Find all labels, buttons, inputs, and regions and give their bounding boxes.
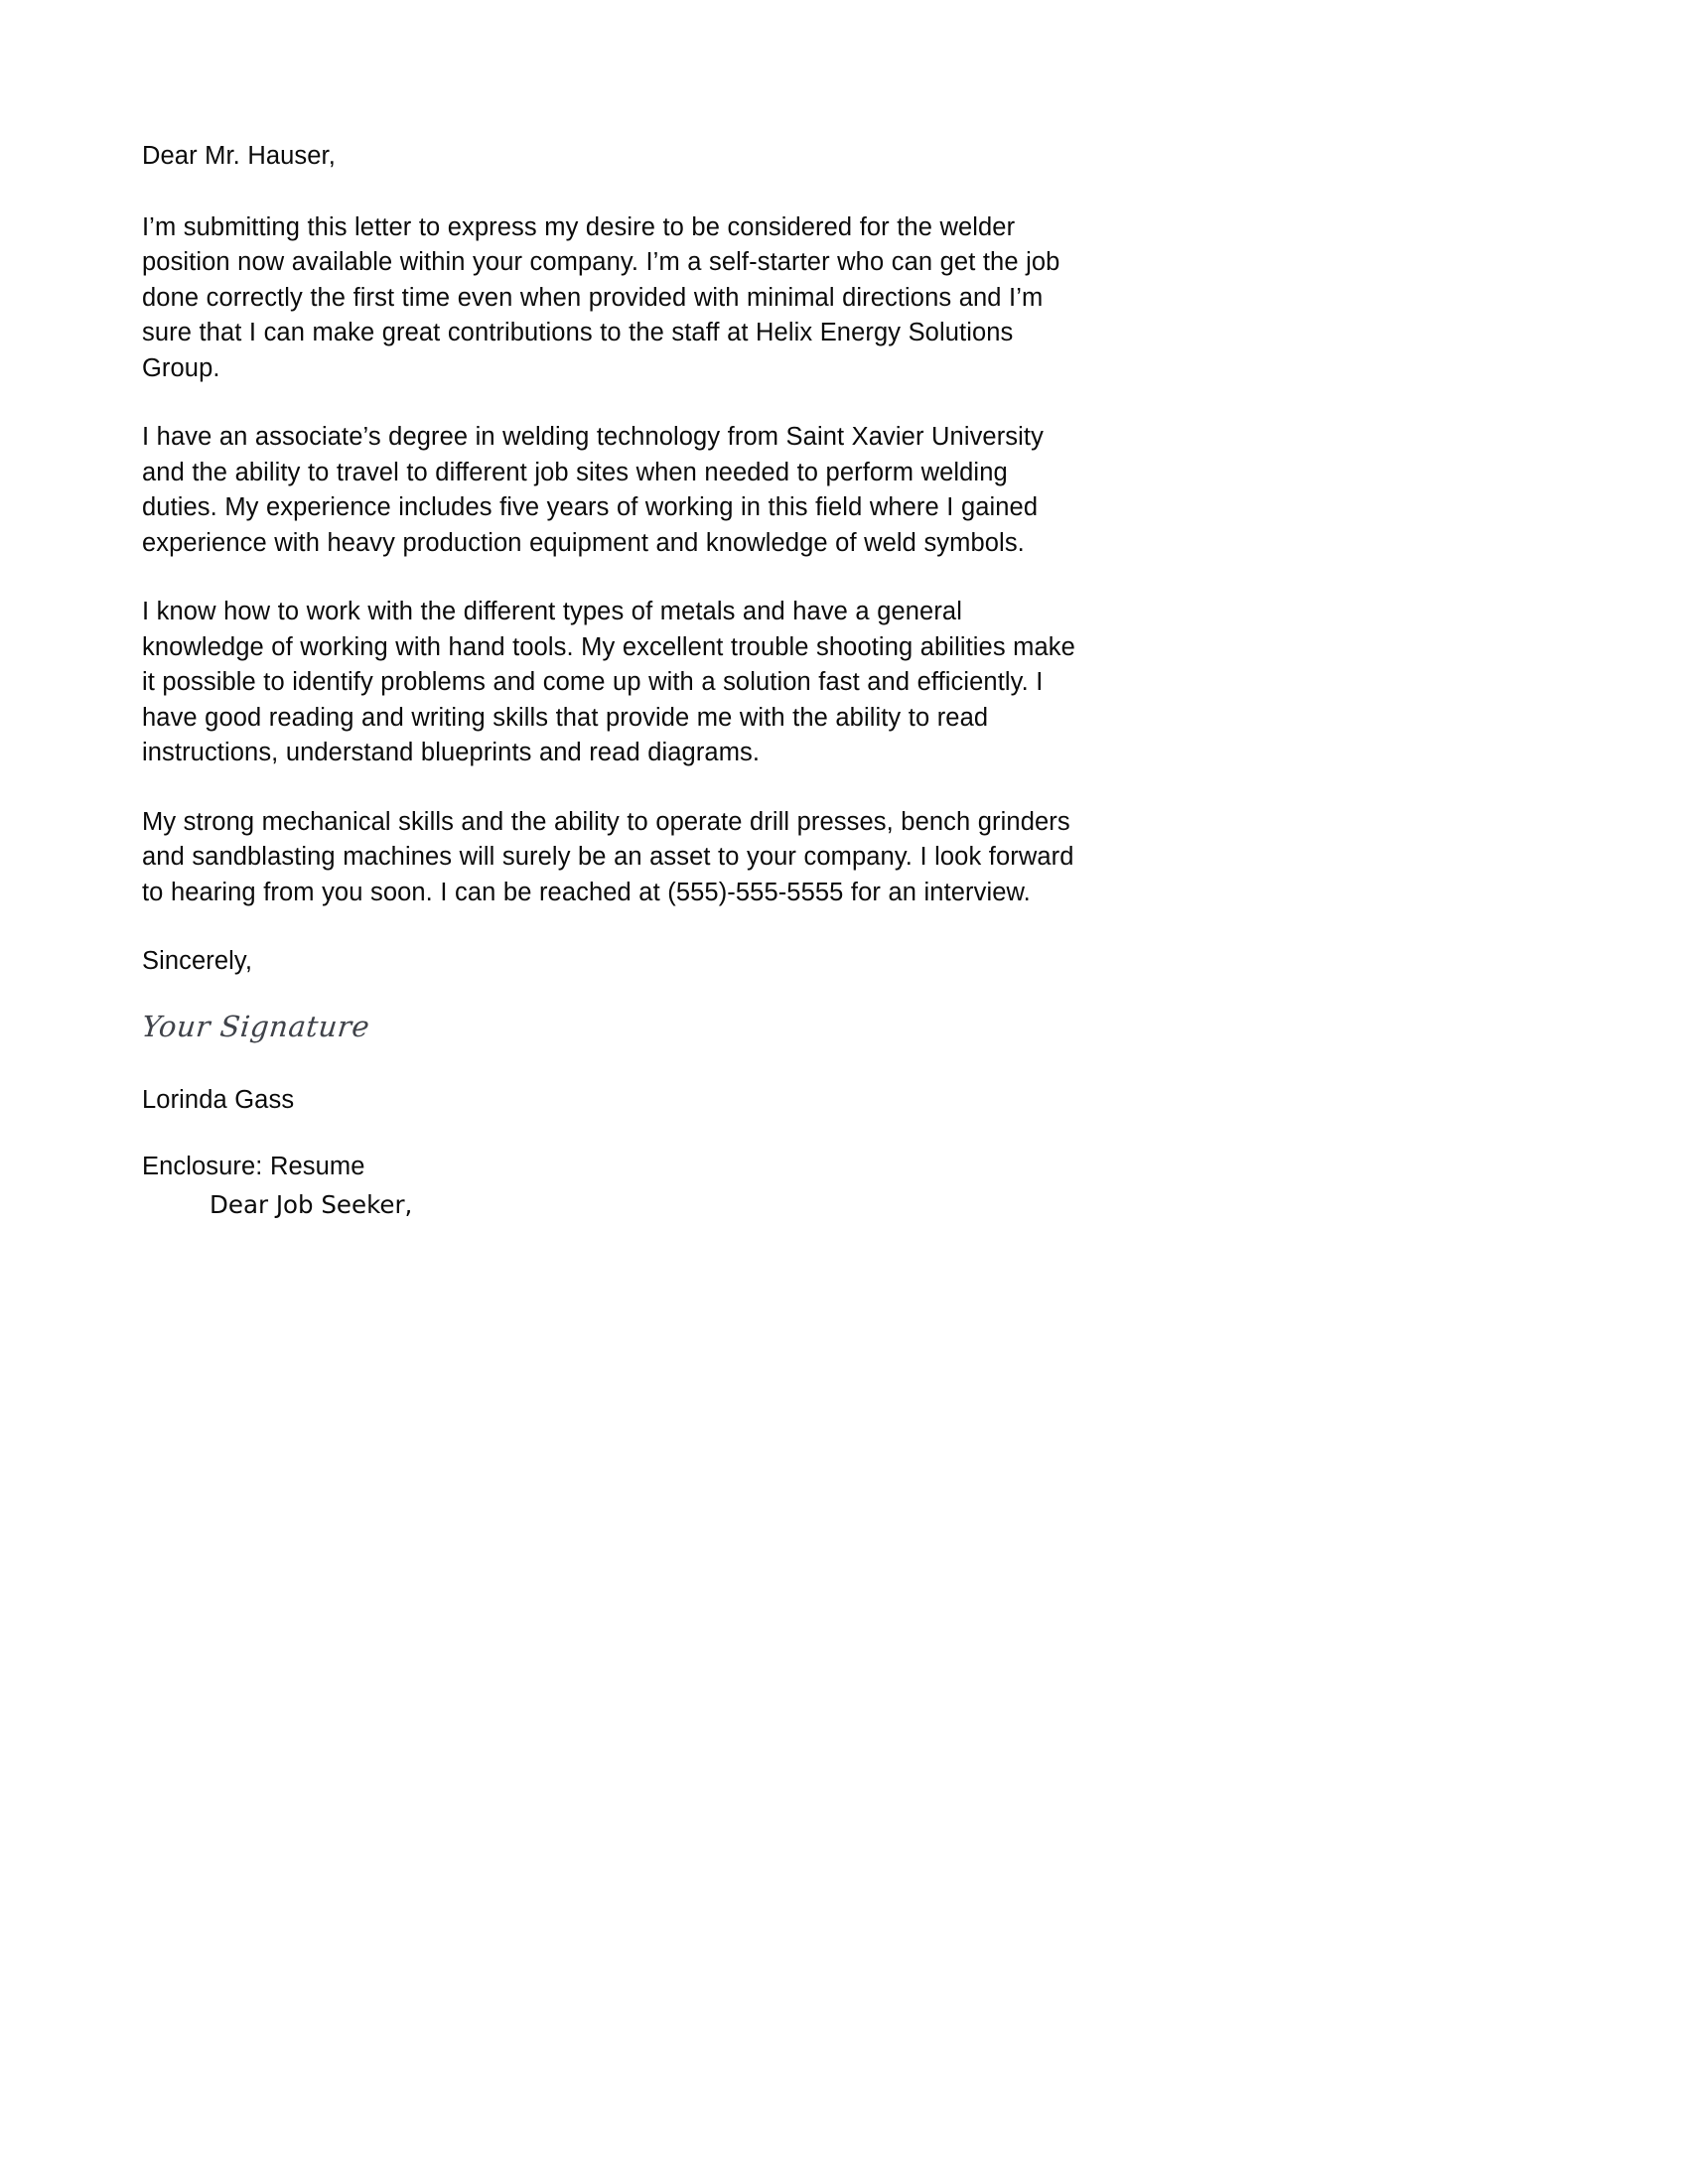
sender-name: Lorinda Gass <box>142 1085 295 1114</box>
enclosure-line: Enclosure: Resume <box>142 1153 365 1180</box>
body-paragraph-4: My strong mechanical skills and the ability to operate drill presses, bench grinders and sandblasting machines will surely be an asset to your company. I look forward to hearing from you soon. I can be reached at (555)-555-5555 for an interview. <box>142 807 1074 906</box>
body-paragraph-3: I know how to work with the different types of metals and have a general knowledge of working with hand tools. My excellent trouble shooting abilities make it possible to identify problems and come up with a solution fast and efficiently. I have good reading and writing skills that provide me with the ability to read instructions, understand blueprints and read diagrams. <box>142 598 1075 766</box>
signature-placeholder: Your Signature <box>140 1009 372 1043</box>
salutation: Dear Mr. Hauser, <box>142 142 336 170</box>
letter-body <box>142 139 1080 1222</box>
closing-line: Sincerely, <box>142 947 253 975</box>
body-paragraph-1: I’m submitting this letter to express my desire to be considered for the welder position now available within your company. I’m a self-starter who can get the job done correctly the first time even when provided with minimal directions and I’m sure that I can make great contributions to the staff at Helix Energy Solutions Group. <box>142 212 1060 382</box>
body-paragraph-2: I have an associate’s degree in welding technology from Saint Xavier University and the ability to travel to different job sites when needed to perform welding duties. My experience includes five years of working in this field where I gained experience with heavy production equipment and knowledge of weld symbols. <box>142 423 1044 557</box>
signature-row <box>142 1010 1080 1055</box>
enclosure-followup-line: Dear Job Seeker, <box>210 1189 413 1219</box>
